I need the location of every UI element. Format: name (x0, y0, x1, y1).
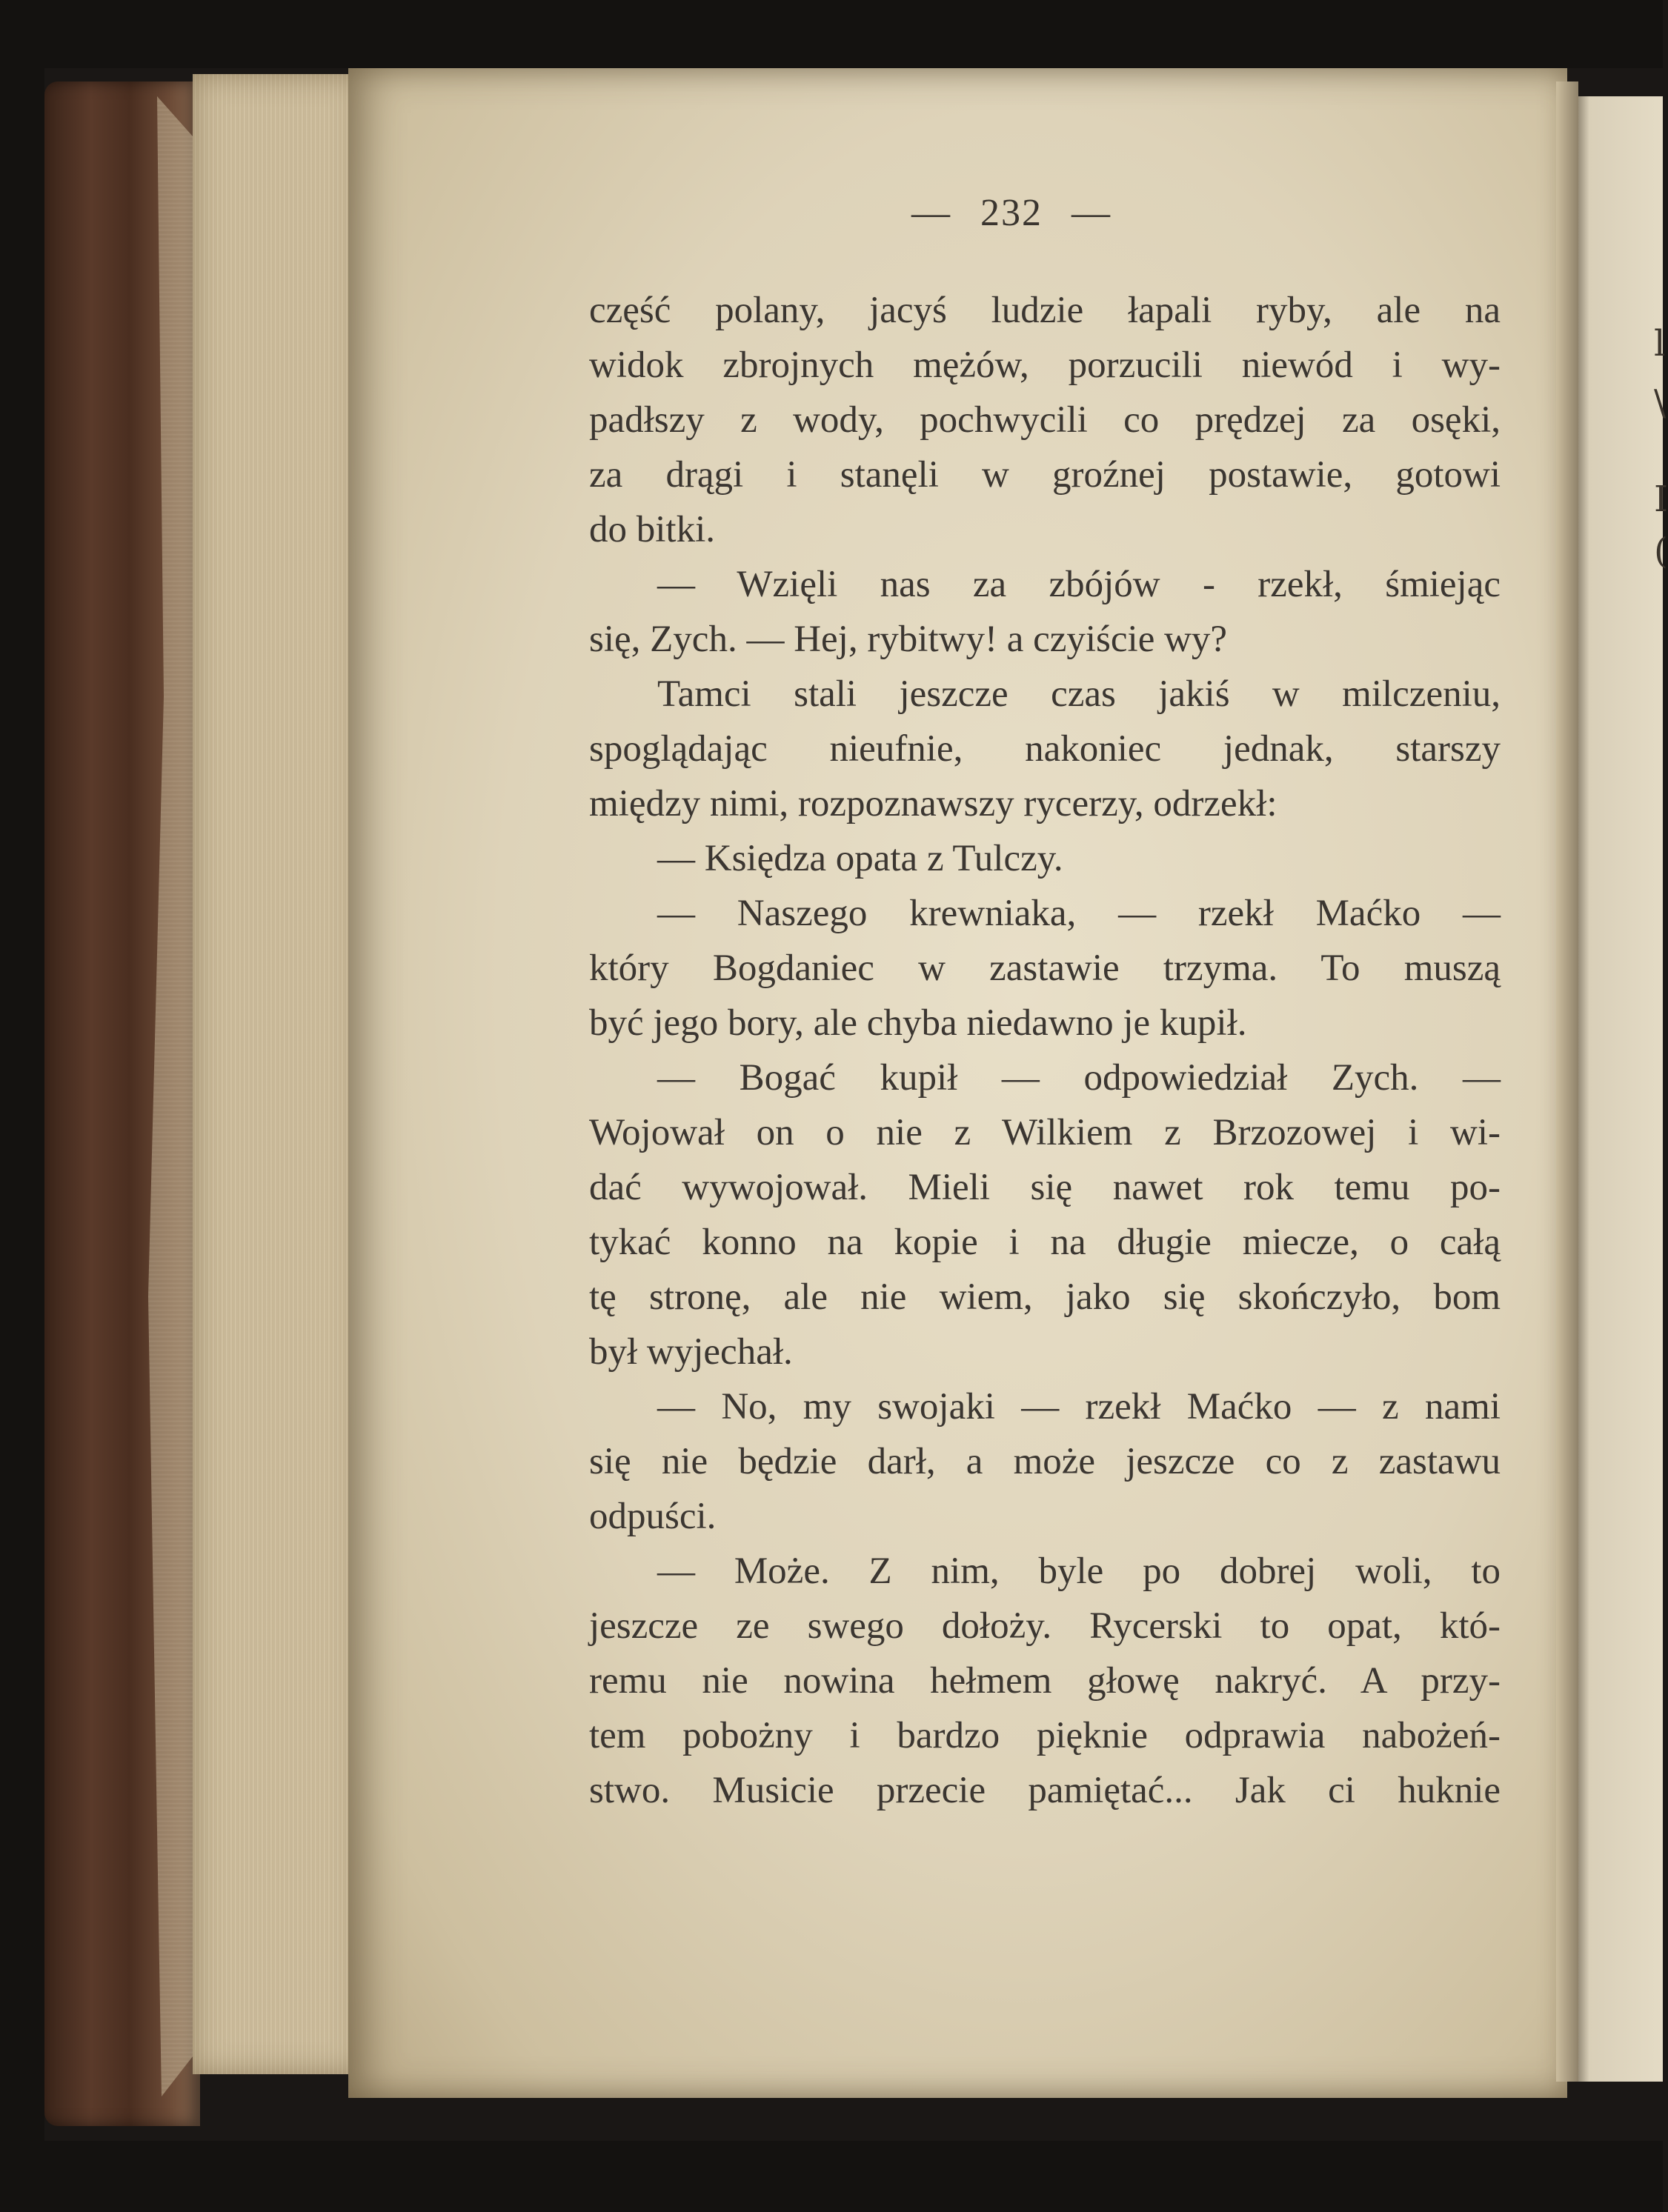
text-line: — Bogać kupił — odpowiedział Zych. — (657, 1057, 1501, 1099)
text-line: się, Zych. — Hej, rybitwy! a czyiście wy? (589, 619, 1228, 660)
text-line: padłszy z wody, pochwycili co prędzej za osęki, (589, 399, 1501, 441)
text-line: Tamci stali jeszcze czas jakiś w milczeniu, (657, 673, 1501, 715)
text-line: stwo. Musicie przecie pamiętać... Jak ci huknie (589, 1770, 1501, 1811)
text-line: spoglądając nieufnie, nakoniec jednak, starszy (589, 728, 1501, 770)
facing-page-glyph: l (1654, 323, 1666, 364)
text-line: odpuści. (589, 1496, 717, 1537)
page-text (589, 283, 1501, 1818)
text-line: który Bogdaniec w zastawie trzyma. To muszą (589, 947, 1501, 989)
facing-page-glyph: \ (1654, 382, 1667, 424)
text-line: tę stronę, ale nie wiem, jako się skończyło, bom (589, 1276, 1501, 1318)
text-line: Wojował on o nie z Wilkiem z Brzozowej i wi- (589, 1112, 1501, 1153)
text-line: — Może. Z nim, byle po dobrej woli, to (657, 1550, 1501, 1592)
text-line: był wyjechał. (589, 1331, 793, 1373)
text-line: — No, my swojaki — rzekł Maćko — z nami (657, 1386, 1501, 1428)
page-gutter-shadow (1556, 81, 1578, 2082)
text-line: — Naszego krewniaka, — rzekł Maćko — (657, 893, 1501, 934)
text-line: dać wywojował. Mieli się nawet rok temu po- (589, 1167, 1501, 1208)
text-line: być jego bory, ale chyba niedawno je kupił. (589, 1002, 1247, 1044)
text-line: część polany, jacyś ludzie łapali ryby, ale na (589, 290, 1501, 331)
background-left (0, 0, 44, 2212)
text-line: do bitki. (589, 509, 716, 550)
text-line: — Księdza opata z Tulczy. (657, 838, 1063, 879)
text-line: za drągi i stanęli w groźnej postawie, gotowi (589, 454, 1501, 496)
text-line: — Wzięli nas za zbójów - rzekł, śmiejąc (657, 564, 1501, 605)
background-bottom (0, 2141, 1663, 2212)
text-line: remu nie nowina hełmem głowę nakryć. A przy- (589, 1660, 1501, 1702)
page-number: — 232 — (911, 192, 1112, 234)
text-line: widok zbrojnych mężów, porzucili niewód i wy- (589, 344, 1501, 386)
text-line: tykać konno na kopie i na długie miecze, o całą (589, 1222, 1501, 1263)
text-line: między nimi, rozpoznawszy rycerzy, odrzekł: (589, 783, 1277, 824)
text-line: jeszcze ze swego dołoży. Rycerski to opat, któ- (589, 1605, 1501, 1647)
facing-page-glyph: ( (1654, 530, 1668, 572)
background-top (0, 0, 1663, 68)
page-stack-edges (193, 74, 363, 2074)
text-line: tem pobożny i bardzo pięknie odprawia nabożeń- (589, 1715, 1501, 1756)
facing-page-glyph: I (1654, 479, 1668, 520)
facing-page (1571, 96, 1666, 2082)
text-line: się nie będzie darł, a może jeszcze co z zastawu (589, 1441, 1501, 1482)
